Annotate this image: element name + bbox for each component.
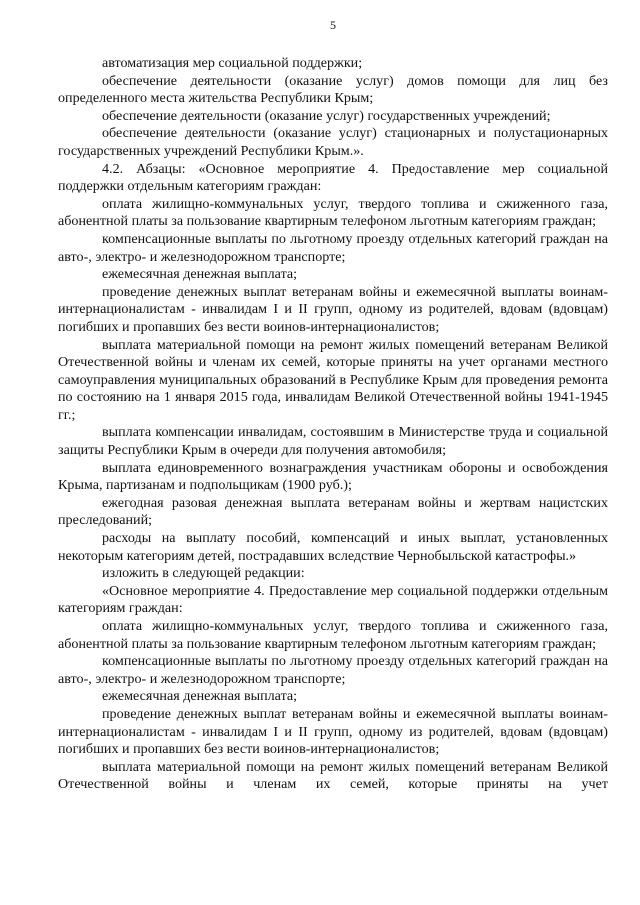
paragraph: компенсационные выплаты по льготному проезду отдельных категорий граждан на авто-, электро- и железнодорожном транспорте; <box>58 230 608 265</box>
paragraph: выплата материальной помощи на ремонт жилых помещений ветеранам Великой Отечественной войны и членам их семей, которые приняты на учет органами местного самоуправления муниципальных образований в Республике Крым для проведения ремонта по состоянию на 1 января 2015 года, инвалидам Великой Отечественной войны 1941-1945 гг.; <box>58 336 608 423</box>
paragraph: изложить в следующей редакции: <box>102 565 305 582</box>
paragraph: оплата жилищно-коммунальных услуг, твердого топлива и сжиженного газа, абонентной платы за пользование квартирным телефоном льготным категориям граждан; <box>58 195 608 230</box>
paragraph: ежегодная разовая денежная выплата ветеранам войны и жертвам нацистских преследований; <box>58 494 608 529</box>
paragraph: выплата компенсации инвалидам, состоявшим в Министерстве труда и социальной защиты Республики Крым в очереди для получения автомобиля; <box>58 424 608 459</box>
paragraph: компенсационные выплаты по льготному проезду отдельных категорий граждан на авто-, электро- и железнодорожном транспорте; <box>58 653 608 687</box>
paragraph: выплата единовременного вознаграждения участникам обороны и освобождения Крыма, партизанам и подпольщикам (1900 руб.); <box>58 459 608 494</box>
paragraph: расходы на выплату пособий, компенсаций и иных выплат, установленных некоторым категориям детей, пострадавших вследствие Чернобыльской катастрофы.» <box>58 530 608 564</box>
paragraph: обеспечение деятельности (оказание услуг) стационарных и полустационарных государственных учреждений Республики Крым.». <box>58 125 608 159</box>
document-page <box>58 18 608 794</box>
page-number: 5 <box>330 18 336 32</box>
paragraph: ежемесячная денежная выплата; <box>102 688 298 705</box>
paragraph: проведение денежных выплат ветеранам войны и ежемесячной выплаты воинам-интернационалистам - инвалидам I и II групп, одному из родителей, вдовам (вдовцам) погибших и пропавших без вести воинов-интернационалистов; <box>58 283 608 335</box>
paragraph: оплата жилищно-коммунальных услуг, твердого топлива и сжиженного газа, абонентной платы за пользование квартирным телефоном льготным категориям граждан; <box>58 618 608 652</box>
paragraph: автоматизация мер социальной поддержки; <box>102 55 363 71</box>
paragraph: проведение денежных выплат ветеранам войны и ежемесячной выплаты воинам-интернационалистам - инвалидам I и II групп, одному из родителей, вдовам (вдовцам) погибших и пропавших без вести воинов-интернационалистов; <box>58 705 608 758</box>
paragraph: 4.2. Абзацы: «Основное мероприятие 4. Предоставление мер социальной поддержки отдельным категориям граждан: <box>58 160 608 195</box>
paragraph: выплата материальной помощи на ремонт жилых помещений ветеранам Великой Отечественной войны и членам их семей, которые приняты на учет <box>58 758 608 793</box>
paragraph: «Основное мероприятие 4. Предоставление мер социальной поддержки отдельным категориям граждан: <box>58 582 608 617</box>
paragraph: обеспечение деятельности (оказание услуг) государственных учреждений; <box>102 107 551 124</box>
paragraph: обеспечение деятельности (оказание услуг) домов помощи для лиц без определенного места жительства Республики Крым; <box>58 72 608 107</box>
paragraph: ежемесячная денежная выплата; <box>102 266 298 283</box>
